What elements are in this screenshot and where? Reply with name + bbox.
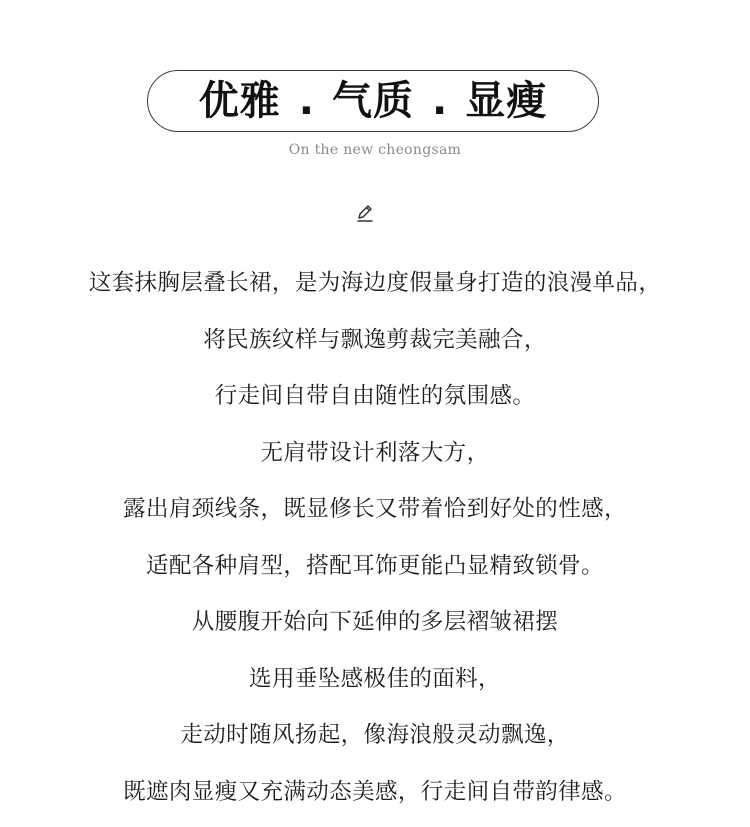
description-line: 这套抹胸层叠长裙，是为海边度假量身打造的浪漫单品， xyxy=(0,262,750,319)
title-separator-2: . xyxy=(432,81,447,121)
description-line: 既遮肉显瘦又充满动态美感，行走间自带韵律感。 xyxy=(0,771,750,827)
description-line: 适配各种肩型，搭配耳饰更能凸显精致锁骨。 xyxy=(0,545,750,602)
title-word-elegant: 优雅 xyxy=(199,81,281,121)
title-banner xyxy=(147,70,599,132)
description-text xyxy=(0,262,750,827)
description-line: 走动时随风扬起，像海浪般灵动飘逸， xyxy=(0,714,750,771)
description-line: 行走间自带自由随性的氛围感。 xyxy=(0,375,750,432)
description-line: 选用垂坠感极佳的面料， xyxy=(0,658,750,715)
title-word-temperament: 气质 xyxy=(332,81,414,121)
description-line: 将民族纹样与飘逸剪裁完美融合， xyxy=(0,319,750,376)
description-line: 无肩带设计利落大方， xyxy=(0,432,750,489)
pencil-icon xyxy=(355,203,375,223)
description-line: 从腰腹开始向下延伸的多层褶皱裙摆 xyxy=(0,601,750,658)
subtitle: On the new cheongsam xyxy=(0,142,750,158)
title-word-slimming: 显瘦 xyxy=(465,81,547,121)
title-separator-1: . xyxy=(299,81,314,121)
description-line: 露出肩颈线条，既显修长又带着恰到好处的性感， xyxy=(0,488,750,545)
